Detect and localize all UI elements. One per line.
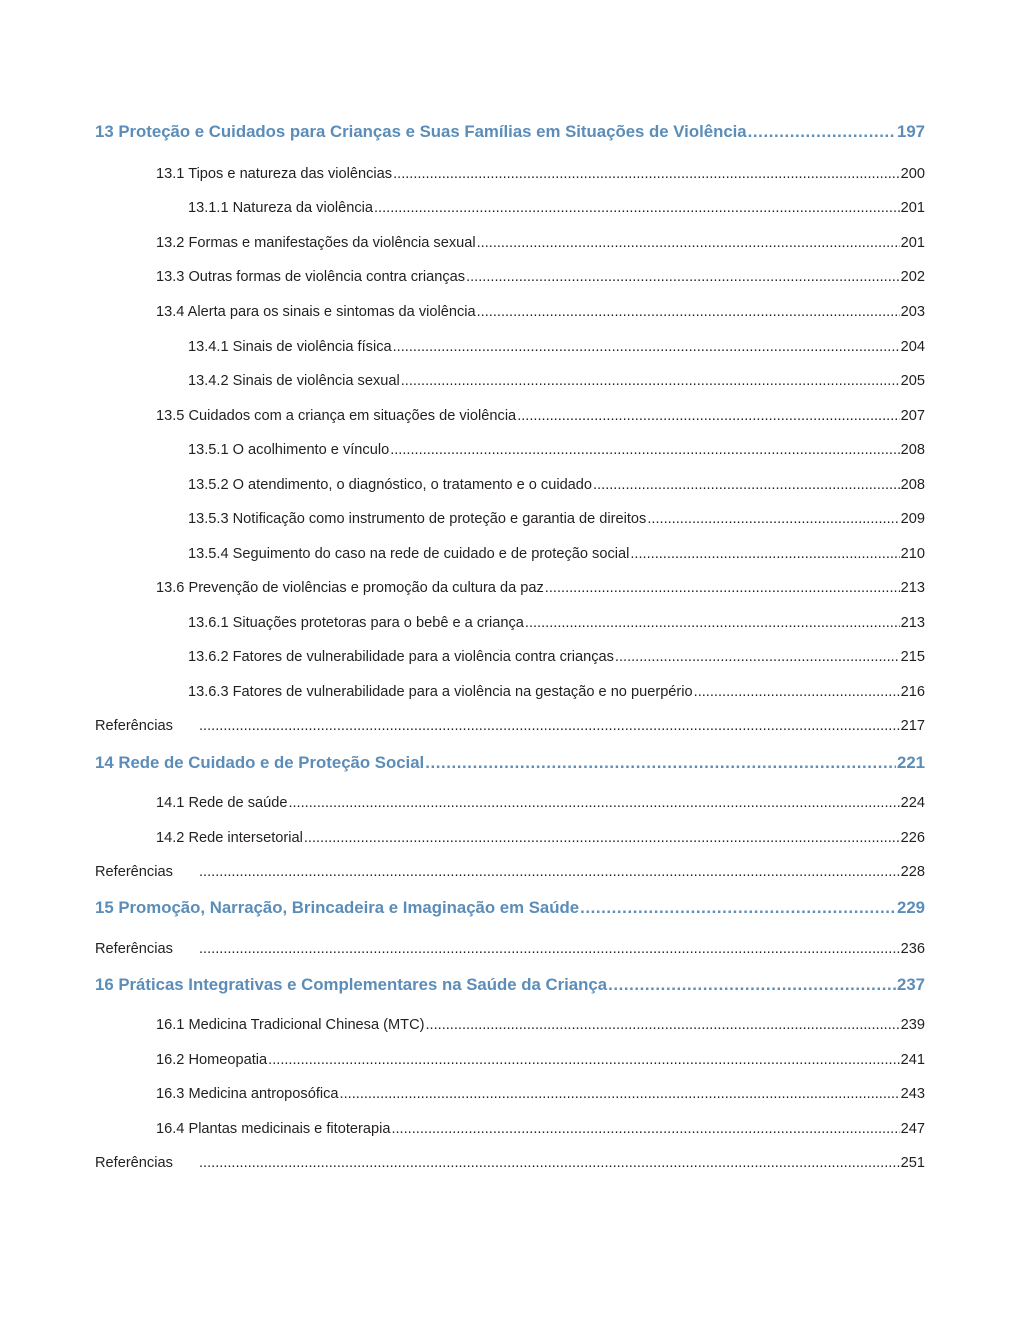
toc-entry-title: Referências	[95, 941, 173, 957]
toc-entry-subsection[interactable]	[188, 475, 925, 495]
dot-leader	[393, 164, 900, 184]
dot-leader	[477, 233, 900, 253]
dot-leader	[608, 973, 896, 997]
toc-entry-title: 13.6.1 Situações protetoras para o bebê e a criança	[188, 615, 524, 631]
toc-entry-subsection[interactable]	[188, 337, 925, 357]
toc-entry-page-number: 201	[900, 235, 925, 251]
toc-entry-section[interactable]	[156, 1084, 925, 1104]
toc-entry-subsection[interactable]	[188, 198, 925, 218]
dot-leader	[390, 440, 899, 460]
toc-entry-title: 13.6.2 Fatores de vulnerabilidade para a violência contra crianças	[188, 649, 614, 665]
dot-leader	[525, 613, 900, 633]
toc-entry-page-number: 224	[900, 795, 925, 811]
toc-entry-page-number: 203	[900, 304, 925, 320]
toc-entry-chapter[interactable]	[95, 120, 925, 144]
toc-entry-title: 15 Promoção, Narração, Brincadeira e Imaginação em Saúde	[95, 898, 580, 917]
toc-entry-title: 14 Rede de Cuidado e de Proteção Social	[95, 753, 425, 772]
toc-entry-page-number: 243	[900, 1086, 925, 1102]
toc-entry-page-number: 204	[900, 339, 925, 355]
dot-leader	[517, 406, 899, 426]
toc-entry-title: 13.3 Outras formas de violência contra crianças	[156, 269, 466, 285]
dot-leader	[466, 267, 900, 287]
dot-leader	[615, 647, 900, 667]
dot-leader	[748, 120, 896, 144]
toc-entry-title: 13.5.1 O acolhimento e vínculo	[188, 442, 390, 458]
toc-entry-title: 13.1 Tipos e natureza das violências	[156, 166, 393, 182]
toc-entry-page-number: 228	[900, 864, 925, 880]
toc-entry-section[interactable]	[156, 1119, 925, 1139]
toc-entry-section[interactable]	[156, 828, 925, 848]
toc-entry-page-number: 216	[900, 684, 925, 700]
dot-leader	[647, 509, 899, 529]
toc-entry-section[interactable]	[156, 164, 925, 184]
toc-entry-page-number: 247	[900, 1121, 925, 1137]
toc-entry-title: 13.6.3 Fatores de vulnerabilidade para a violência na gestação e no puerpério	[188, 684, 693, 700]
toc-entry-title: 13.5.3 Notificação como instrumento de proteção e garantia de direitos	[188, 511, 647, 527]
toc-entry-chapter[interactable]	[95, 751, 925, 775]
toc-entry-page-number: 215	[900, 649, 925, 665]
toc-entry-section[interactable]	[156, 578, 925, 598]
toc-entry-page-number: 217	[900, 718, 925, 734]
dot-leader	[401, 371, 900, 391]
toc-entry-subsection[interactable]	[188, 682, 925, 702]
toc-entry-page-number: 210	[900, 546, 925, 562]
toc-entry-section[interactable]	[156, 302, 925, 322]
dot-leader	[288, 793, 899, 813]
toc-entry-section[interactable]	[156, 1050, 925, 1070]
toc-entry-title: 13 Proteção e Cuidados para Crianças e Suas Famílias em Situações de Violência	[95, 122, 747, 141]
toc-entry-subsection[interactable]	[188, 371, 925, 391]
toc-entry-title: Referências	[95, 864, 173, 880]
toc-entry-page-number: 251	[900, 1155, 925, 1171]
toc-entry-page-number: 200	[900, 166, 925, 182]
toc-entry-page-number: 237	[897, 975, 925, 994]
toc-entry-title: 16.2 Homeopatia	[156, 1052, 268, 1068]
toc-entry-title: 16.1 Medicina Tradicional Chinesa (MTC)	[156, 1017, 425, 1033]
toc-entry-ref[interactable]	[95, 1153, 925, 1173]
toc-entry-subsection[interactable]	[188, 440, 925, 460]
dot-leader	[268, 1050, 899, 1070]
dot-leader	[545, 578, 900, 598]
dot-leader	[199, 716, 900, 736]
toc-entry-title: 13.4.2 Sinais de violência sexual	[188, 373, 400, 389]
dot-leader	[630, 544, 899, 564]
toc-entry-page-number: 229	[897, 898, 925, 917]
dot-leader	[593, 475, 900, 495]
toc-entry-section[interactable]	[156, 233, 925, 253]
dot-leader	[580, 896, 896, 920]
toc-entry-page-number: 197	[897, 122, 925, 141]
dot-leader	[425, 1015, 899, 1035]
toc-entry-subsection[interactable]	[188, 613, 925, 633]
toc-entry-section[interactable]	[156, 793, 925, 813]
toc-entry-subsection[interactable]	[188, 509, 925, 529]
toc-entry-title: 16.4 Plantas medicinais e fitoterapia	[156, 1121, 391, 1137]
toc-entry-page-number: 213	[900, 580, 925, 596]
toc-entry-page-number: 236	[900, 941, 925, 957]
toc-entry-ref[interactable]	[95, 939, 925, 959]
toc-entry-section[interactable]	[156, 406, 925, 426]
toc-entry-title: 13.5.2 O atendimento, o diagnóstico, o tratamento e o cuidado	[188, 477, 593, 493]
toc-entry-page-number: 213	[900, 615, 925, 631]
toc-entry-title: 13.6 Prevenção de violências e promoção da cultura da paz	[156, 580, 544, 596]
toc-entry-page-number: 239	[900, 1017, 925, 1033]
toc-entry-chapter[interactable]	[95, 896, 925, 920]
toc-entry-page-number: 226	[900, 830, 925, 846]
dot-leader	[477, 302, 900, 322]
dot-leader	[340, 1084, 900, 1104]
dot-leader	[391, 1119, 899, 1139]
toc-entry-page-number: 207	[900, 408, 925, 424]
dot-leader	[199, 939, 900, 959]
toc-entry-title: Referências	[95, 1155, 173, 1171]
toc-entry-title: 13.4 Alerta para os sinais e sintomas da violência	[156, 304, 476, 320]
dot-leader	[425, 751, 896, 775]
dot-leader	[374, 198, 900, 218]
dot-leader	[199, 1153, 900, 1173]
toc-entry-section[interactable]	[156, 267, 925, 287]
toc-entry-title: 13.2 Formas e manifestações da violência sexual	[156, 235, 476, 251]
toc-entry-title: 16 Práticas Integrativas e Complementares na Saúde da Criança	[95, 975, 608, 994]
toc-entry-subsection[interactable]	[188, 647, 925, 667]
toc-entry-page-number: 202	[900, 269, 925, 285]
toc-entry-title: Referências	[95, 718, 173, 734]
toc-entry-chapter[interactable]	[95, 973, 925, 997]
toc-entry-ref[interactable]	[95, 862, 925, 882]
toc-entry-title: 13.5 Cuidados com a criança em situações de violência	[156, 408, 517, 424]
toc-entry-ref[interactable]	[95, 716, 925, 736]
toc-entry-section[interactable]	[156, 1015, 925, 1035]
toc-entry-title: 13.4.1 Sinais de violência física	[188, 339, 392, 355]
toc-entry-page-number: 208	[900, 442, 925, 458]
toc-entry-title: 14.2 Rede intersetorial	[156, 830, 303, 846]
dot-leader	[694, 682, 900, 702]
toc-entry-title: 16.3 Medicina antroposófica	[156, 1086, 339, 1102]
toc-entry-subsection[interactable]	[188, 544, 925, 564]
toc-entry-title: 13.5.4 Seguimento do caso na rede de cuidado e de proteção social	[188, 546, 630, 562]
toc-entry-title: 14.1 Rede de saúde	[156, 795, 288, 811]
dot-leader	[304, 828, 900, 848]
toc-entry-page-number: 205	[900, 373, 925, 389]
dot-leader	[199, 862, 900, 882]
toc-entry-page-number: 201	[900, 200, 925, 216]
toc-entry-page-number: 221	[897, 753, 925, 772]
toc-entry-title: 13.1.1 Natureza da violência	[188, 200, 373, 216]
toc-entry-page-number: 209	[900, 511, 925, 527]
toc-entry-page-number: 241	[900, 1052, 925, 1068]
toc-entry-page-number: 208	[900, 477, 925, 493]
dot-leader	[393, 337, 900, 357]
